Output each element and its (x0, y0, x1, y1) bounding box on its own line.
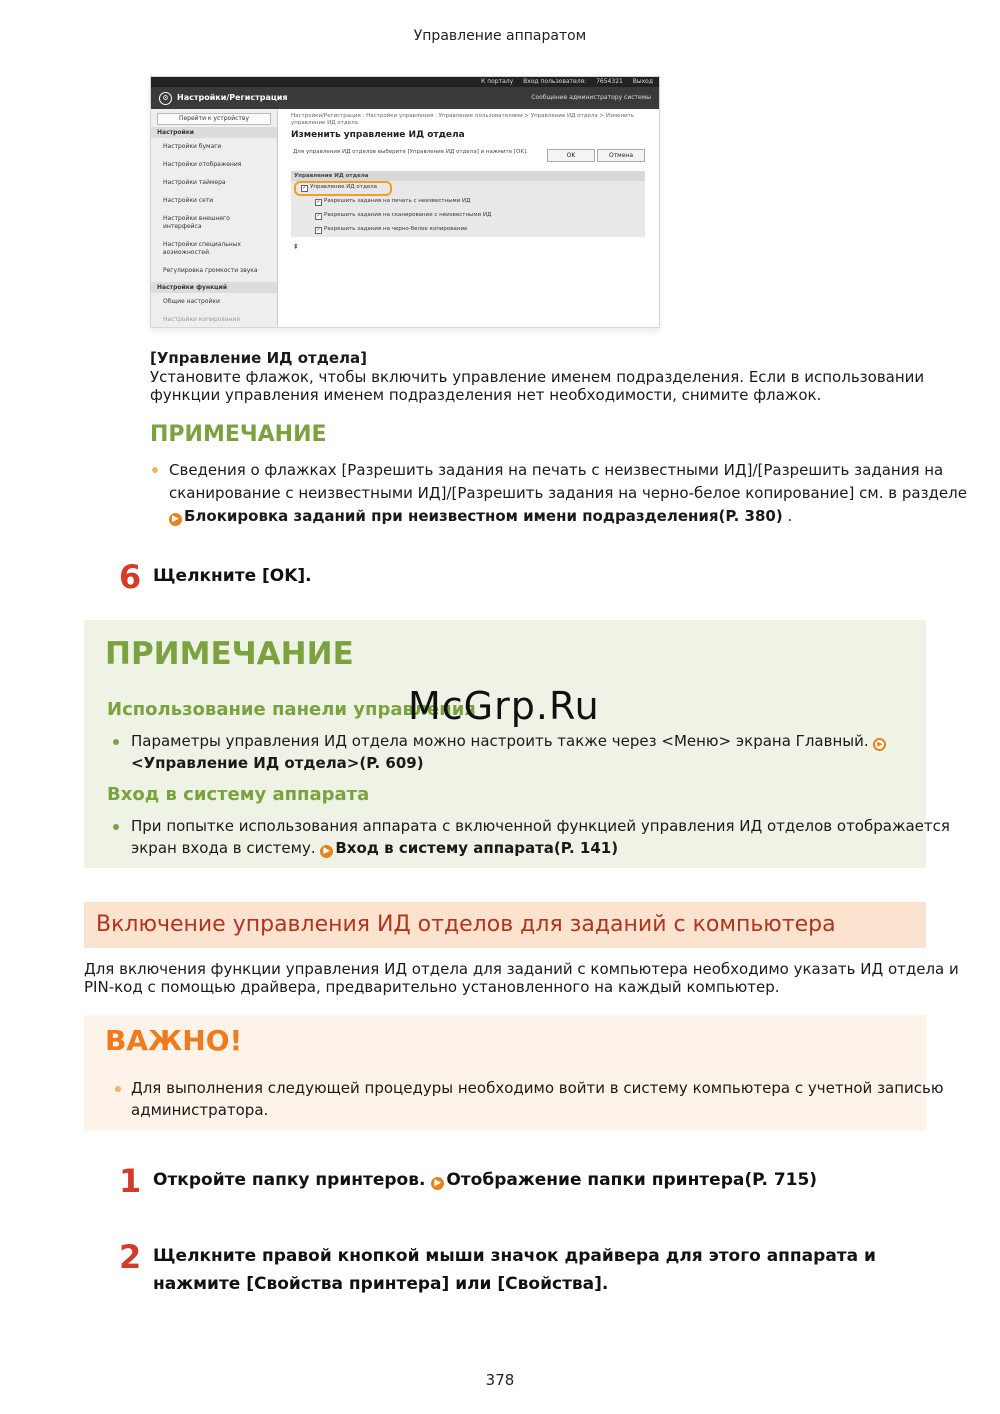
step-number: 6 (119, 558, 142, 596)
section-line1: Для включения функции управления ИД отдела для заданий с компьютера необходимо указать ИД отдела и (84, 960, 959, 978)
important-title: ВАЖНО! (105, 1024, 243, 1057)
step2-line1: Щелкните правой кнопкой мыши значок драйвера для этого аппарата и (153, 1246, 876, 1266)
checkbox-label: Разрешить задания на печать с неизвестными ИД (324, 198, 471, 204)
cancel-button[interactable]: Отмена (597, 149, 645, 162)
allow-print-checkbox[interactable] (315, 198, 470, 206)
step-number: 2 (119, 1238, 142, 1276)
step1-link[interactable]: Отображение папки принтера(P. 715) (446, 1170, 818, 1190)
sidebar-section-settings: Настройки (151, 127, 277, 138)
check-icon: ✓ (302, 185, 307, 191)
checkbox-label: Разрешить задания на черно-белое копирование (324, 226, 468, 232)
sidebar-section-functions: Настройки функций (151, 282, 277, 293)
check-icon: ✓ (316, 213, 321, 219)
check-icon: ✓ (316, 199, 321, 205)
admin-message-link[interactable]: Сообщение администратору системы (531, 94, 651, 101)
login-value: 7654321 (596, 78, 623, 85)
note2-b2-row (131, 839, 618, 858)
link-arrow-icon: ▶ (873, 738, 886, 751)
page-number: 378 (485, 1371, 515, 1389)
allow-bw-copy-checkbox[interactable] (315, 226, 467, 234)
go-to-device-button[interactable]: Перейти к устройству (157, 113, 271, 125)
step-number: 1 (119, 1162, 142, 1200)
bullet-icon (115, 1086, 121, 1092)
sidebar-item[interactable]: Настройки таймера (163, 179, 226, 186)
checkbox-label: Разрешить задания на сканирование с неизвестными ИД (324, 212, 492, 218)
dept-id-panel (291, 171, 645, 237)
scroll-top-icon[interactable]: ⇞ (293, 243, 299, 251)
check-icon: ✓ (316, 227, 321, 233)
note2-b2-link[interactable]: Вход в систему аппарата(P. 141) (335, 839, 619, 857)
note1-tail: . (787, 507, 793, 525)
note2-b2-line2: экран входа в систему. (131, 839, 316, 857)
ok-button[interactable]: OK (547, 149, 595, 162)
sidebar-item[interactable]: Настройки отображения (163, 161, 242, 168)
note1-link[interactable]: Блокировка заданий при неизвестном имени подразделения(P. 380) (184, 507, 783, 525)
note1-line1: Сведения о флажках [Разрешить задания на печать с неизвестными ИД]/[Разрешить задания на (169, 461, 944, 479)
step-text: Щелкните [OK]. (153, 566, 312, 586)
screenshot-titlebar (151, 87, 659, 109)
step1-text: Откройте папку принтеров. (153, 1170, 426, 1190)
subheading-login: Вход в систему аппарата (107, 784, 370, 805)
sidebar-item[interactable]: Регулировка громкости звука (163, 267, 258, 274)
description: Для управления ИД отделов выберите [Управление ИД отдела] и нажмите [OK]. (293, 149, 528, 155)
sidebar-item[interactable]: Настройки копирования (163, 316, 241, 323)
login-label: Вход пользователя: (523, 78, 587, 85)
sidebar-item[interactable]: Настройки внешнего интерфейса (163, 215, 230, 230)
screenshot-main (291, 113, 647, 251)
sidebar-item[interactable]: Настройки специальных возможностей (163, 241, 241, 256)
bullet-icon (113, 739, 119, 745)
screenshot-sidebar (151, 109, 278, 327)
link-arrow-icon: ▶ (320, 845, 333, 858)
page-title: Изменить управление ИД отдела (291, 130, 465, 140)
link-arrow-icon: ▶ (431, 1177, 444, 1190)
portal-link[interactable]: К порталу (481, 78, 514, 85)
dept-id-checkbox[interactable] (301, 184, 377, 192)
note2-b2-line1: При попытке использования аппарата с включенной функцией управления ИД отделов отображается (131, 817, 950, 835)
setting-desc-line2: функции управления именем подразделения нет необходимости, снимите флажок. (150, 386, 822, 404)
app-title: Настройки/Регистрация (177, 93, 288, 102)
important-line2: администратора. (131, 1101, 269, 1119)
allow-scan-checkbox[interactable] (315, 212, 491, 220)
settings-screenshot (150, 76, 660, 328)
page-header: Управление аппаратом (413, 28, 587, 44)
panel-header: Управление ИД отдела (291, 171, 645, 181)
watermark: McGrp.Ru (408, 684, 600, 728)
note-title: ПРИМЕЧАНИЕ (150, 422, 327, 447)
sidebar-item[interactable]: Общие настройки (163, 298, 220, 305)
link-arrow-icon: ▶ (169, 513, 182, 526)
setting-name: [Управление ИД отдела] (150, 349, 367, 367)
section-header (84, 902, 926, 948)
settings-logo-icon: ⚙ (159, 92, 172, 105)
note2-b1 (131, 732, 888, 751)
important-line1: Для выполнения следующей процедуры необходимо войти в систему компьютера с учетной записью (131, 1079, 944, 1097)
note-box-title: ПРИМЕЧАНИЕ (105, 636, 354, 672)
note1-link-row (169, 507, 792, 526)
note1-line2: сканирование с неизвестными ИД]/[Разрешить задания на черно-белое копирование] см. в разделе (169, 484, 967, 502)
breadcrumb: Настройки/Регистрация : Настройки управления : Управление пользователями > Управление ИД отдела > Изменить управление ИД отдела (291, 113, 635, 126)
note-box (84, 620, 950, 868)
bullet-icon (152, 467, 158, 473)
note2-b1-text: Параметры управления ИД отдела можно настроить также через <Меню> экрана Главный. (131, 732, 869, 750)
step1-row (153, 1166, 817, 1194)
section-title: Включение управления ИД отделов для заданий с компьютера (96, 912, 836, 937)
subheading-control-panel: Использование панели управления (107, 699, 476, 720)
note2-b1-link[interactable]: <Управление ИД отдела>(P. 609) (131, 754, 424, 772)
screenshot-topbar (151, 77, 659, 87)
section-line2: PIN-код с помощью драйвера, предварительно установленного на каждый компьютер. (84, 978, 780, 996)
checkbox-label: Управление ИД отдела (310, 184, 378, 190)
setting-desc-line1: Установите флажок, чтобы включить управление именем подразделения. Если в использовании (150, 368, 925, 386)
important-box (84, 1015, 944, 1131)
sidebar-item[interactable]: Настройки бумаги (163, 143, 222, 150)
sidebar-item[interactable]: Настройки сети (163, 197, 214, 204)
step2-line2: нажмите [Свойства принтера] или [Свойства]. (153, 1274, 609, 1294)
bullet-icon (113, 824, 119, 830)
logout-link[interactable]: Выход (632, 78, 653, 85)
